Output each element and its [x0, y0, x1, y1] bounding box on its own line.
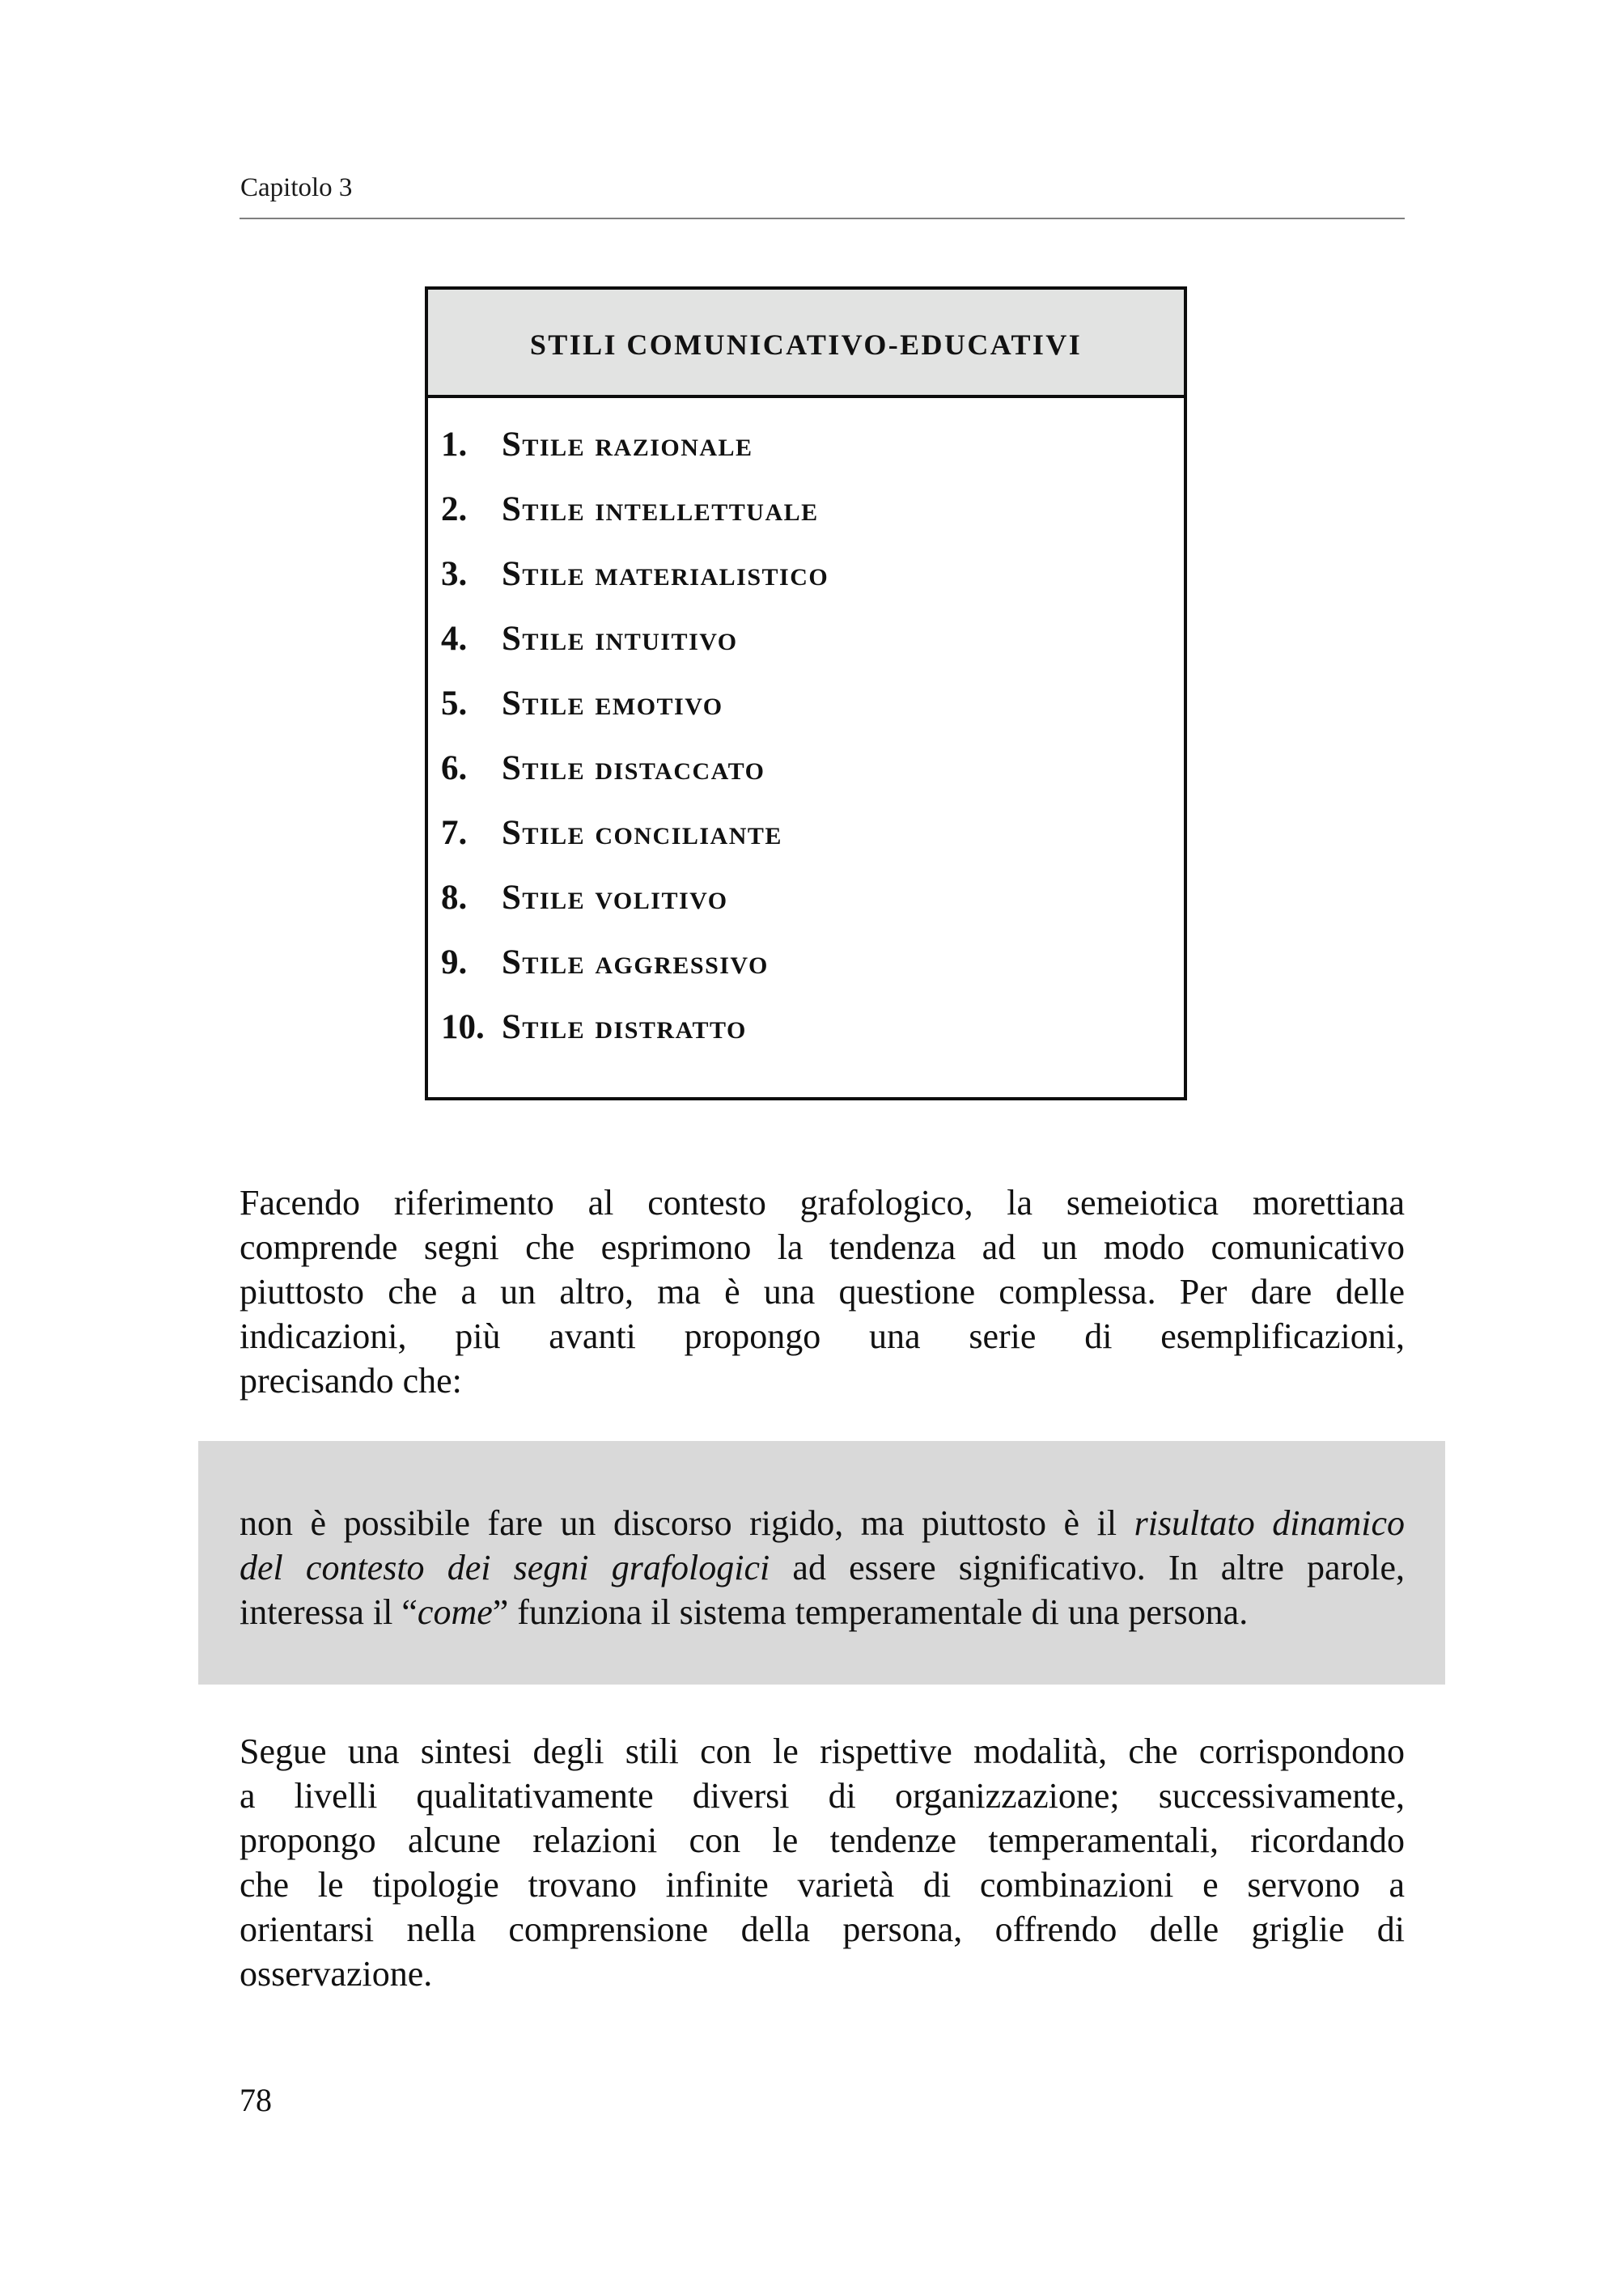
- list-item: [441, 615, 1153, 663]
- list-item: [441, 744, 1153, 793]
- paragraph-line: comprende segni che esprimono la tendenza ad un modo comunicativo: [240, 1227, 1405, 1267]
- list-item: [441, 550, 1153, 599]
- list-item-label: Stile emotivo: [502, 685, 723, 723]
- list-item: [441, 874, 1153, 922]
- running-head-chapter: Capitolo 3: [240, 173, 353, 202]
- paragraph-line: indicazioni, più avanti propongo una serie di esemplificazioni,: [240, 1316, 1405, 1356]
- callout-text-plain: ad essere significativo. In altre parole,: [770, 1548, 1405, 1587]
- list-item: [441, 1003, 1153, 1052]
- list-item-number: 5.: [441, 685, 468, 723]
- styles-box: [425, 286, 1187, 1100]
- list-item-number: 1.: [441, 426, 468, 464]
- list-item-number: 2.: [441, 490, 468, 528]
- paragraph-line: Segue una sintesi degli stili con le rispettive modalità, che corrispondono: [240, 1731, 1405, 1771]
- paragraph-line: precisando che:: [240, 1361, 462, 1401]
- list-item-label: Stile intuitivo: [502, 620, 738, 658]
- styles-box-header: [428, 290, 1184, 398]
- paragraph-line: orientarsi nella comprensione della persona, offrendo delle griglie di: [240, 1909, 1405, 1949]
- callout-line: [240, 1501, 1405, 1545]
- list-item-number: 8.: [441, 879, 468, 917]
- list-item: [441, 485, 1153, 534]
- list-item-label: Stile conciliante: [502, 814, 782, 852]
- paragraph-line: che le tipologie trovano infinite varietà di combinazioni e servono a: [240, 1865, 1405, 1905]
- list-item: [441, 939, 1153, 987]
- paragraph-line: propongo alcune relazioni con le tendenze temperamentali, ricordando: [240, 1820, 1405, 1860]
- list-item-number: 7.: [441, 814, 468, 852]
- styles-box-title: STILI COMUNICATIVO-EDUCATIVI: [529, 328, 1083, 361]
- paragraph-line: a livelli qualitativamente diversi di organizzazione; successivamente,: [240, 1776, 1405, 1816]
- list-item-label: Stile distaccato: [502, 749, 765, 787]
- page-number: 78: [240, 2082, 272, 2118]
- callout-text-plain: ” funziona il sistema temperamentale di una persona.: [492, 1592, 1249, 1632]
- callout-text-plain: interessa il “: [240, 1592, 418, 1632]
- list-item-number: 6.: [441, 749, 468, 787]
- paragraph-line: piuttosto che a un altro, ma è una questione complessa. Per dare delle: [240, 1272, 1405, 1312]
- list-item-number: 4.: [441, 620, 468, 658]
- list-item-label: Stile volitivo: [502, 879, 728, 917]
- list-item-label: Stile razionale: [502, 426, 753, 464]
- list-item: [441, 809, 1153, 858]
- header-rule: [240, 218, 1405, 219]
- list-item-label: Stile distratto: [502, 1008, 747, 1046]
- callout-text-plain: non è possibile fare un discorso rigido, ma piuttosto è il: [240, 1503, 1134, 1543]
- list-item-number: 3.: [441, 555, 468, 593]
- callout-text-italic: risultato dinamico: [1134, 1503, 1405, 1543]
- list-item-label: Stile materialistico: [502, 555, 829, 593]
- callout-text-italic: del contesto dei segni grafologici: [240, 1548, 770, 1587]
- list-item-label: Stile aggressivo: [502, 943, 769, 981]
- list-item-label: Stile intellettuale: [502, 490, 819, 528]
- list-item-number: 10.: [441, 1008, 485, 1046]
- callout-text-italic: come: [417, 1592, 493, 1632]
- callout-line: [240, 1545, 1405, 1590]
- callout-line: [240, 1590, 1405, 1634]
- list-item: [441, 421, 1153, 469]
- paragraph-line: Facendo riferimento al contesto grafologico, la semeiotica morettiana: [240, 1183, 1405, 1223]
- paragraph-line: osservazione.: [240, 1954, 433, 1994]
- list-item: [441, 680, 1153, 728]
- list-item-number: 9.: [441, 943, 468, 981]
